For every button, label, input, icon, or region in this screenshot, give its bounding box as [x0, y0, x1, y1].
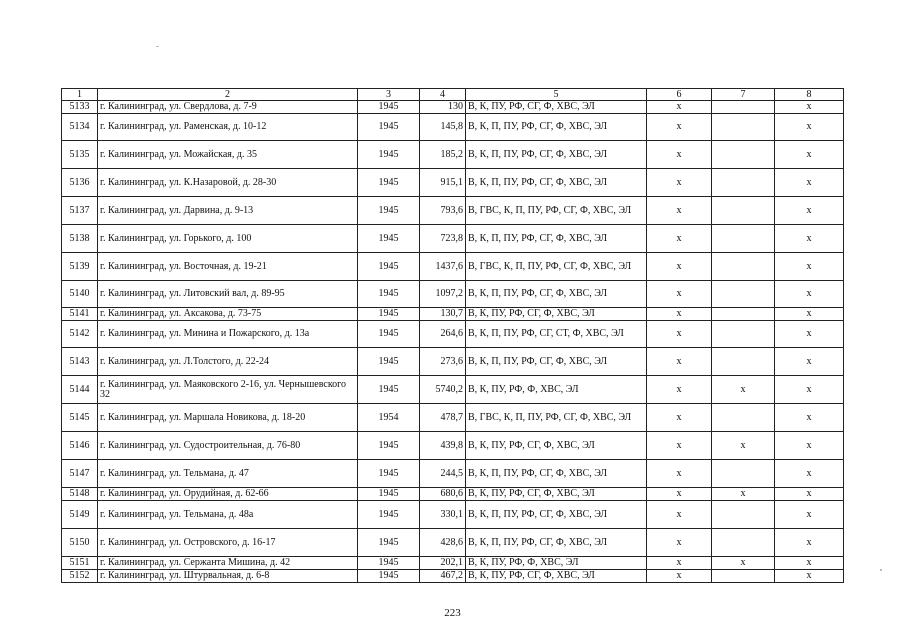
area: 680,6	[420, 488, 466, 501]
scan-speck	[880, 569, 882, 571]
housing-registry-table	[61, 88, 844, 583]
year-built: 1945	[358, 529, 420, 557]
table-row	[62, 169, 844, 197]
area: 467,2	[420, 570, 466, 583]
mark-col-8: x	[775, 529, 844, 557]
address: г. Калининград, ул. К.Назаровой, д. 28-30	[98, 169, 358, 197]
mark-col-8: x	[775, 321, 844, 348]
table-row	[62, 557, 844, 570]
year-built: 1945	[358, 101, 420, 114]
area: 202,1	[420, 557, 466, 570]
address: г. Калининград, ул. Горького, д. 100	[98, 225, 358, 253]
year-built: 1945	[358, 169, 420, 197]
row-number: 5145	[62, 404, 98, 432]
year-built: 1945	[358, 501, 420, 529]
row-number: 5143	[62, 348, 98, 376]
row-number: 5144	[62, 376, 98, 404]
row-number: 5136	[62, 169, 98, 197]
mark-col-6: x	[647, 253, 712, 281]
address: г. Калининград, ул. Минина и Пожарского, д. 13а	[98, 321, 358, 348]
works-list: В, К, П, ПУ, РФ, СГ, Ф, ХВС, ЭЛ	[466, 529, 647, 557]
year-built: 1945	[358, 281, 420, 308]
mark-col-8: x	[775, 404, 844, 432]
mark-col-6: x	[647, 348, 712, 376]
table-row	[62, 321, 844, 348]
works-list: В, К, ПУ, РФ, Ф, ХВС, ЭЛ	[466, 557, 647, 570]
mark-col-7	[712, 348, 775, 376]
mark-col-6: x	[647, 570, 712, 583]
works-list: В, К, П, ПУ, РФ, СГ, Ф, ХВС, ЭЛ	[466, 501, 647, 529]
address: г. Калининград, ул. Судостроительная, д. 76-80	[98, 432, 358, 460]
table-row	[62, 141, 844, 169]
mark-col-7: x	[712, 376, 775, 404]
address: г. Калининград, ул. Восточная, д. 19-21	[98, 253, 358, 281]
mark-col-7	[712, 101, 775, 114]
mark-col-6: x	[647, 101, 712, 114]
table-row	[62, 253, 844, 281]
row-number: 5141	[62, 308, 98, 321]
mark-col-7	[712, 404, 775, 432]
row-number: 5146	[62, 432, 98, 460]
mark-col-8: x	[775, 570, 844, 583]
year-built: 1945	[358, 321, 420, 348]
works-list: В, К, ПУ, РФ, СГ, Ф, ХВС, ЭЛ	[466, 308, 647, 321]
table-row	[62, 404, 844, 432]
mark-col-8: x	[775, 114, 844, 141]
address: г. Калининград, ул. Штурвальная, д. 6-8	[98, 570, 358, 583]
year-built: 1945	[358, 488, 420, 501]
table-row	[62, 348, 844, 376]
mark-col-8: x	[775, 101, 844, 114]
mark-col-8: x	[775, 460, 844, 488]
works-list: В, ГВС, К, П, ПУ, РФ, СГ, Ф, ХВС, ЭЛ	[466, 197, 647, 225]
row-number: 5140	[62, 281, 98, 308]
address: г. Калининград, ул. Орудийная, д. 62-66	[98, 488, 358, 501]
mark-col-6: x	[647, 404, 712, 432]
address: г. Калининград, ул. Маяковского 2-16, ул. Чернышевского 32	[98, 376, 358, 404]
header-cell-5: 5	[466, 89, 647, 101]
year-built: 1954	[358, 404, 420, 432]
table-row	[62, 570, 844, 583]
table-row	[62, 529, 844, 557]
mark-col-6: x	[647, 225, 712, 253]
area: 1097,2	[420, 281, 466, 308]
address: г. Калининград, ул. Островского, д. 16-17	[98, 529, 358, 557]
works-list: В, К, ПУ, РФ, СГ, Ф, ХВС, ЭЛ	[466, 570, 647, 583]
table-row	[62, 101, 844, 114]
mark-col-8: x	[775, 281, 844, 308]
works-list: В, К, ПУ, РФ, Ф, ХВС, ЭЛ	[466, 376, 647, 404]
mark-col-8: x	[775, 169, 844, 197]
area: 1437,6	[420, 253, 466, 281]
year-built: 1945	[358, 557, 420, 570]
mark-col-8: x	[775, 557, 844, 570]
table-row	[62, 432, 844, 460]
works-list: В, К, ПУ, РФ, СГ, Ф, ХВС, ЭЛ	[466, 432, 647, 460]
mark-col-7: x	[712, 432, 775, 460]
mark-col-6: x	[647, 281, 712, 308]
works-list: В, ГВС, К, П, ПУ, РФ, СГ, Ф, ХВС, ЭЛ	[466, 253, 647, 281]
mark-col-8: x	[775, 501, 844, 529]
header-cell-7: 7	[712, 89, 775, 101]
area: 145,8	[420, 114, 466, 141]
area: 5740,2	[420, 376, 466, 404]
address: г. Калининград, ул. Литовский вал, д. 89-95	[98, 281, 358, 308]
row-number: 5133	[62, 101, 98, 114]
address: г. Калининград, ул. Аксакова, д. 73-75	[98, 308, 358, 321]
mark-col-8: x	[775, 197, 844, 225]
area: 264,6	[420, 321, 466, 348]
mark-col-6: x	[647, 114, 712, 141]
row-number: 5138	[62, 225, 98, 253]
year-built: 1945	[358, 432, 420, 460]
table-row	[62, 281, 844, 308]
area: 793,6	[420, 197, 466, 225]
mark-col-6: x	[647, 308, 712, 321]
year-built: 1945	[358, 114, 420, 141]
header-cell-1: 1	[62, 89, 98, 101]
address: г. Калининград, ул. Свердлова, д. 7-9	[98, 101, 358, 114]
area: 185,2	[420, 141, 466, 169]
year-built: 1945	[358, 197, 420, 225]
scan-speck	[156, 46, 159, 47]
row-number: 5142	[62, 321, 98, 348]
mark-col-8: x	[775, 488, 844, 501]
row-number: 5147	[62, 460, 98, 488]
area: 330,1	[420, 501, 466, 529]
header-cell-8: 8	[775, 89, 844, 101]
year-built: 1945	[358, 253, 420, 281]
area: 244,5	[420, 460, 466, 488]
mark-col-8: x	[775, 141, 844, 169]
mark-col-7: x	[712, 557, 775, 570]
mark-col-7	[712, 529, 775, 557]
row-number: 5139	[62, 253, 98, 281]
mark-col-6: x	[647, 501, 712, 529]
year-built: 1945	[358, 225, 420, 253]
mark-col-7	[712, 253, 775, 281]
works-list: В, К, П, ПУ, РФ, СГ, Ф, ХВС, ЭЛ	[466, 460, 647, 488]
works-list: В, К, П, ПУ, РФ, СГ, Ф, ХВС, ЭЛ	[466, 225, 647, 253]
header-cell-6: 6	[647, 89, 712, 101]
works-list: В, К, П, ПУ, РФ, СГ, Ф, ХВС, ЭЛ	[466, 114, 647, 141]
row-number: 5137	[62, 197, 98, 225]
mark-col-7	[712, 169, 775, 197]
row-number: 5152	[62, 570, 98, 583]
address: г. Калининград, ул. Л.Толстого, д. 22-24	[98, 348, 358, 376]
table-row	[62, 308, 844, 321]
area: 439,8	[420, 432, 466, 460]
works-list: В, К, П, ПУ, РФ, СГ, Ф, ХВС, ЭЛ	[466, 169, 647, 197]
year-built: 1945	[358, 348, 420, 376]
mark-col-6: x	[647, 557, 712, 570]
mark-col-6: x	[647, 460, 712, 488]
works-list: В, К, П, ПУ, РФ, СГ, Ф, ХВС, ЭЛ	[466, 141, 647, 169]
row-number: 5150	[62, 529, 98, 557]
table-row	[62, 460, 844, 488]
address: г. Калининград, ул. Сержанта Мишина, д. 42	[98, 557, 358, 570]
mark-col-7	[712, 308, 775, 321]
address: г. Калининград, ул. Дарвина, д. 9-13	[98, 197, 358, 225]
mark-col-7: x	[712, 488, 775, 501]
page-number: 223	[444, 607, 461, 619]
table-body	[62, 101, 844, 583]
mark-col-8: x	[775, 253, 844, 281]
mark-col-6: x	[647, 169, 712, 197]
row-number: 5134	[62, 114, 98, 141]
mark-col-8: x	[775, 308, 844, 321]
header-cell-4: 4	[420, 89, 466, 101]
header-cell-2: 2	[98, 89, 358, 101]
area: 915,1	[420, 169, 466, 197]
mark-col-6: x	[647, 529, 712, 557]
header-cell-3: 3	[358, 89, 420, 101]
header-row	[62, 89, 844, 101]
mark-col-7	[712, 114, 775, 141]
mark-col-8: x	[775, 432, 844, 460]
mark-col-6: x	[647, 488, 712, 501]
mark-col-6: x	[647, 432, 712, 460]
works-list: В, К, П, ПУ, РФ, СГ, Ф, ХВС, ЭЛ	[466, 281, 647, 308]
works-list: В, К, ПУ, РФ, СГ, Ф, ХВС, ЭЛ	[466, 488, 647, 501]
address: г. Калининград, ул. Тельмана, д. 47	[98, 460, 358, 488]
mark-col-7	[712, 460, 775, 488]
address: г. Калининград, ул. Маршала Новикова, д. 18-20	[98, 404, 358, 432]
year-built: 1945	[358, 460, 420, 488]
year-built: 1945	[358, 141, 420, 169]
table-row	[62, 225, 844, 253]
area: 478,7	[420, 404, 466, 432]
mark-col-8: x	[775, 348, 844, 376]
area: 273,6	[420, 348, 466, 376]
address: г. Калининград, ул. Тельмана, д. 48а	[98, 501, 358, 529]
works-list: В, ГВС, К, П, ПУ, РФ, СГ, Ф, ХВС, ЭЛ	[466, 404, 647, 432]
mark-col-8: x	[775, 376, 844, 404]
mark-col-6: x	[647, 321, 712, 348]
area: 428,6	[420, 529, 466, 557]
mark-col-7	[712, 570, 775, 583]
address: г. Калининград, ул. Можайская, д. 35	[98, 141, 358, 169]
table-row	[62, 114, 844, 141]
row-number: 5151	[62, 557, 98, 570]
area: 723,8	[420, 225, 466, 253]
area: 130,7	[420, 308, 466, 321]
row-number: 5149	[62, 501, 98, 529]
mark-col-7	[712, 225, 775, 253]
mark-col-7	[712, 321, 775, 348]
works-list: В, К, П, ПУ, РФ, СГ, СТ, Ф, ХВС, ЭЛ	[466, 321, 647, 348]
works-list: В, К, ПУ, РФ, СГ, Ф, ХВС, ЭЛ	[466, 101, 647, 114]
table-row	[62, 488, 844, 501]
year-built: 1945	[358, 376, 420, 404]
address: г. Калининград, ул. Раменская, д. 10-12	[98, 114, 358, 141]
mark-col-8: x	[775, 225, 844, 253]
mark-col-6: x	[647, 376, 712, 404]
area: 130	[420, 101, 466, 114]
works-list: В, К, П, ПУ, РФ, СГ, Ф, ХВС, ЭЛ	[466, 348, 647, 376]
table-header	[62, 89, 844, 101]
row-number: 5148	[62, 488, 98, 501]
mark-col-7	[712, 281, 775, 308]
table-row	[62, 501, 844, 529]
table-row	[62, 376, 844, 404]
mark-col-7	[712, 141, 775, 169]
year-built: 1945	[358, 308, 420, 321]
mark-col-7	[712, 501, 775, 529]
mark-col-7	[712, 197, 775, 225]
year-built: 1945	[358, 570, 420, 583]
mark-col-6: x	[647, 197, 712, 225]
row-number: 5135	[62, 141, 98, 169]
mark-col-6: x	[647, 141, 712, 169]
table-row	[62, 197, 844, 225]
